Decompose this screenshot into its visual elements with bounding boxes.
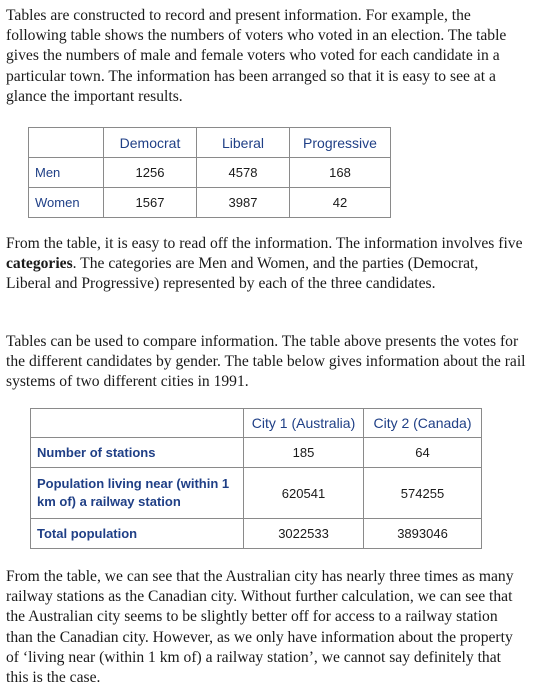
cell-total-population-city-1: 3022533 [244,519,364,549]
table-row [29,188,391,218]
categories-text-after: . The categories are Men and Women, and the parties (Democrat, Liberal and Progressive) represented by each of the three candidates. [6,255,479,293]
cell-men-liberal: 4578 [197,158,290,188]
conclusion-paragraph: From the table, we can see that the Australian city has nearly three times as many railway stations as the Canadian city. Without further calculation, we can see that the Australian city seems to be slightly better off for access to a railway station than the Canadian city. However, as we only have information about the property of ‘living near (within 1 km of) a railway station’, we cannot say definitely that this is the case. [6,568,514,687]
column-header-democrat: Democrat [104,128,197,158]
intro-paragraph: Tables are constructed to record and present information. For example, the following table shows the numbers of voters who voted in an election. The table gives the numbers of male and female voters who voted for each candidate in a particular town. The information has been arranged so that it is easy to see at a glance the important results. [6,7,507,105]
row-label-total-population: Total population [31,519,244,549]
column-header-city-2: City 2 (Canada) [364,409,482,438]
row-label-population-near: Population living near (within 1 km of) a railway station [31,468,244,519]
cell-total-population-city-2: 3893046 [364,519,482,549]
cell-women-democrat: 1567 [104,188,197,218]
table-row [31,438,482,468]
cell-women-progressive: 42 [290,188,391,218]
row-label-stations: Number of stations [31,438,244,468]
cell-men-democrat: 1256 [104,158,197,188]
voters-table-corner [29,128,104,158]
rail-table-header-row [31,409,482,438]
voters-table [28,127,391,218]
column-header-liberal: Liberal [197,128,290,158]
column-header-city-1: City 1 (Australia) [244,409,364,438]
cell-women-liberal: 3987 [197,188,290,218]
row-label-men: Men [29,158,104,188]
voters-table-header-row [29,128,391,158]
rail-table [30,408,482,549]
categories-paragraph [6,234,526,295]
cell-population-near-city-1: 620541 [244,468,364,519]
table-row [31,519,482,549]
table-row [29,158,391,188]
cell-stations-city-2: 64 [364,438,482,468]
cell-population-near-city-2: 574255 [364,468,482,519]
categories-term: categories [6,255,73,273]
categories-text-before: From the table, it is easy to read off the information. The information involves five [6,235,523,252]
compare-paragraph: Tables can be used to compare information. The table above presents the votes for the different candidates by gender. The table below gives information about the rail systems of two different cities in 1991. [6,333,526,391]
row-label-women: Women [29,188,104,218]
cell-men-progressive: 168 [290,158,391,188]
table-row [31,468,482,519]
rail-table-corner [31,409,244,438]
column-header-progressive: Progressive [290,128,391,158]
cell-stations-city-1: 185 [244,438,364,468]
